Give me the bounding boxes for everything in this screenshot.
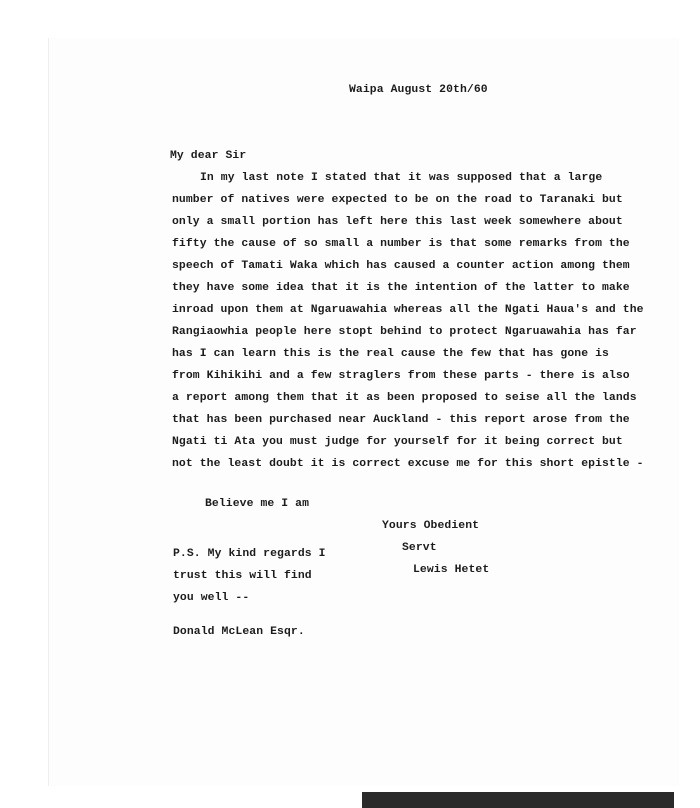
valediction-servt: Servt: [402, 542, 437, 554]
body-line: number of natives were expected to be on the road to Taranaki but: [172, 194, 623, 206]
body-line: speech of Tamati Waka which has caused a counter action among them: [172, 260, 630, 272]
body-line: a report among them that it as been proposed to seise all the lands: [172, 392, 637, 404]
valediction-yours-obedient: Yours Obedient: [382, 520, 480, 532]
scan-edge-strip: [362, 792, 674, 808]
addressee: Donald McLean Esqr.: [173, 626, 305, 638]
body-line: inroad upon them at Ngaruawahia whereas all the Ngati Haua's and the: [172, 304, 644, 316]
letter-page: [48, 38, 679, 786]
signature: Lewis Hetet: [413, 564, 490, 576]
body-line: from Kihikihi and a few straglers from these parts - there is also: [172, 370, 630, 382]
closing: Believe me I am: [205, 498, 310, 510]
body-line: Ngati ti Ata you must judge for yourself for it being correct but: [172, 436, 623, 448]
body-line: fifty the cause of so small a number is that some remarks from the: [172, 238, 630, 250]
dateline: Waipa August 20th/60: [349, 84, 488, 96]
ps-line: P.S. My kind regards I: [173, 548, 326, 560]
body-line: has I can learn this is the real cause the few that has gone is: [172, 348, 609, 360]
body-line: that has been purchased near Auckland - this report arose from the: [172, 414, 630, 426]
body-line: they have some idea that it is the intention of the latter to make: [172, 282, 630, 294]
body-line: only a small portion has left here this last week somewhere about: [172, 216, 623, 228]
ps-line: you well --: [173, 592, 250, 604]
body-line: In my last note I stated that it was supposed that a large: [200, 172, 603, 184]
salutation: My dear Sir: [170, 150, 247, 162]
body-line: Rangiaowhia people here stopt behind to protect Ngaruawahia has far: [172, 326, 637, 338]
body-line: not the least doubt it is correct excuse me for this short epistle -: [172, 458, 644, 470]
ps-line: trust this will find: [173, 570, 312, 582]
